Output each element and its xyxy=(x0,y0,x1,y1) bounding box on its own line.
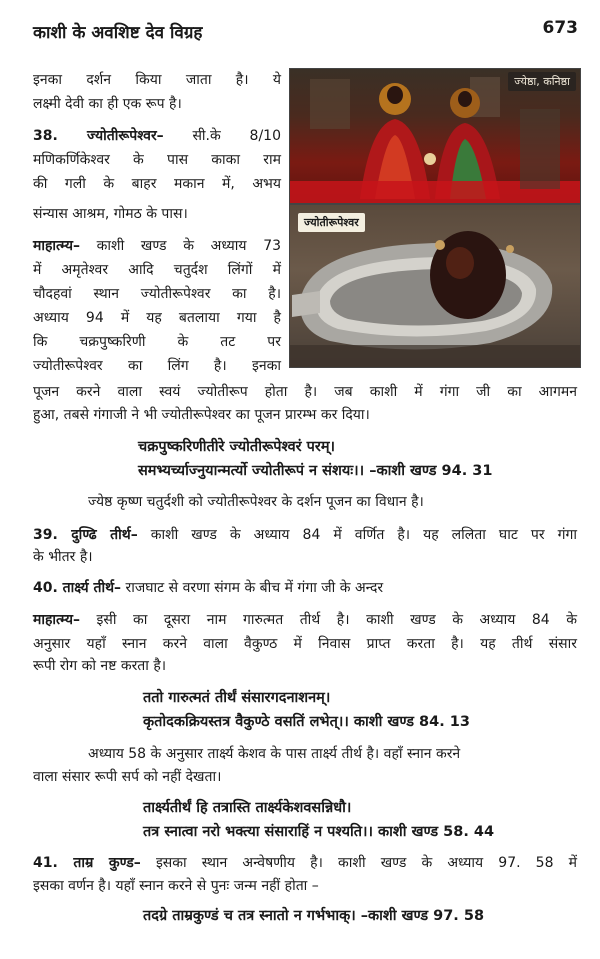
mahatmya-label: माहात्म्य– xyxy=(33,238,80,254)
text-line: रूपी रोग को नष्ट करता है। xyxy=(33,658,167,674)
text-line: की गली के बाहर मकान में, अभय xyxy=(33,176,281,192)
section-41-text: इसका स्थान अन्वेषणीय है। काशी खण्ड के अध्याय 97. 58 में xyxy=(155,855,578,871)
mahatmya-2-label: माहात्म्य– xyxy=(33,612,80,628)
text-line: ज्येष्ठ कृष्ण चतुर्दशी को ज्योतीरूपेश्वर के दर्शन पूजन का विधान है। xyxy=(88,494,424,510)
text-line: पूजन करने वाला स्वयं ज्योतीरूप होता है। जब काशी में गंगा जी का आगमन xyxy=(33,384,577,400)
text-line: हुआ, तबसे गंगाजी ने भी ज्योतीरूपेश्वर का पूजन प्रारम्भ कर दिया। xyxy=(33,407,370,423)
section-40-line xyxy=(33,578,383,598)
verse-line: तदग्रे ताम्रकुण्डं च तत्र स्नातो न गर्भभाक्। –काशी खण्ड 97. 58 xyxy=(143,908,485,924)
photo-caption-bottom: ज्योतीरूपेश्वर xyxy=(298,213,365,232)
section-38-heading: 38. ज्योतीरूपेश्वर– xyxy=(33,128,164,144)
text-line: संन्यास आश्रम, गोमठ के पास। xyxy=(33,206,188,222)
text-line: ज्योतीरूपेश्वर का लिंग है। इनका xyxy=(33,358,281,374)
photo-caption-top: ज्येष्ठा, कनिष्ठा xyxy=(508,72,576,91)
verse-line: ततो गारुत्मतं तीर्थं संसारगदनाशनम्। xyxy=(143,690,331,706)
section-39-heading: 39. दुण्ढि तीर्थ– xyxy=(33,527,138,543)
text-line: इनका दर्शन किया जाता है। ये xyxy=(33,72,281,88)
section-38-address: सी.के 8/10 xyxy=(192,128,281,144)
mahatmya-2-text: इसी का दूसरा नाम गारुत्मत तीर्थ है। काशी खण्ड के अध्याय 84 के xyxy=(96,612,578,628)
verse-line: तत्र स्नात्वा नरो भक्त्या संसाराहिं न पश्यति।। काशी खण्ड 58. 44 xyxy=(143,824,495,840)
verse-line: कृतोदकक्रियस्तत्र वैकुण्ठे वसतिं लभेत्।। काशी खण्ड 84. 13 xyxy=(143,714,470,730)
text-line: के भीतर है। xyxy=(33,549,93,565)
text-line: अनुसार यहाँ स्नान करने वाला वैकुण्ठ में निवास प्राप्त करता है। यह तीर्थ संसार xyxy=(33,636,577,652)
page-number: 673 xyxy=(542,18,578,38)
verse-line: चक्रपुष्करिणीतीरे ज्योतीरूपेश्वरं परम्। xyxy=(138,439,335,455)
text-line: वाला संसार रूपी सर्प को नहीं देखता। xyxy=(33,769,222,785)
text-line: मणिकर्णिकेश्वर के पास काका राम xyxy=(33,152,281,168)
text-line: चौदहवां स्थान ज्योतीरूपेश्वर का है। xyxy=(33,286,281,302)
text-line: अध्याय 58 के अनुसार तार्क्ष्य केशव के पास तार्क्ष्य तीर्थ है। वहाँ स्नान करने xyxy=(88,746,461,762)
section-41-line xyxy=(33,853,577,873)
text-line: कि चक्रपुष्करिणी के तट पर xyxy=(33,334,281,350)
verse-line: समभ्यर्च्याज्नुयान्मर्त्यो ज्योतीरूपं न संशयः।। –काशी खण्ड 94. 31 xyxy=(138,463,493,479)
mahatmya-2-line xyxy=(33,610,577,630)
mahatmya-text: काशी खण्ड के अध्याय 73 xyxy=(96,238,282,254)
section-40-text: राजघाट से वरणा संगम के बीच में गंगा जी के अन्दर xyxy=(125,580,384,596)
verse-line: तार्क्ष्यतीर्थं हि तत्रास्ति तार्क्ष्यकेशवसन्निधौ। xyxy=(143,800,352,816)
section-39-text: काशी खण्ड के अध्याय 84 में वर्णित है। यह ललिता घाट पर गंगा xyxy=(150,527,577,543)
section-39-line xyxy=(33,525,577,545)
section-38-line xyxy=(33,126,281,146)
text-line: इसका वर्णन है। यहाँ स्नान करने से पुनः जन्म नहीं होता – xyxy=(33,878,319,894)
goddess-idols-photo xyxy=(289,68,581,204)
section-41-heading: 41. ताम्र कुण्ड– xyxy=(33,855,141,871)
text-line: में अमृतेश्वर आदि चतुर्दश लिंगों में xyxy=(33,262,281,278)
section-40-heading: 40. तार्क्ष्य तीर्थ– xyxy=(33,580,122,596)
text-line: लक्ष्मी देवी का ही एक रूप है। xyxy=(33,96,182,112)
lingam-photo xyxy=(289,204,581,368)
text-line: अध्याय 94 में यह बतलाया गया है xyxy=(33,310,281,326)
mahatmya-line xyxy=(33,236,281,256)
chapter-title: काशी के अवशिष्ट देव विग्रह xyxy=(33,23,203,43)
